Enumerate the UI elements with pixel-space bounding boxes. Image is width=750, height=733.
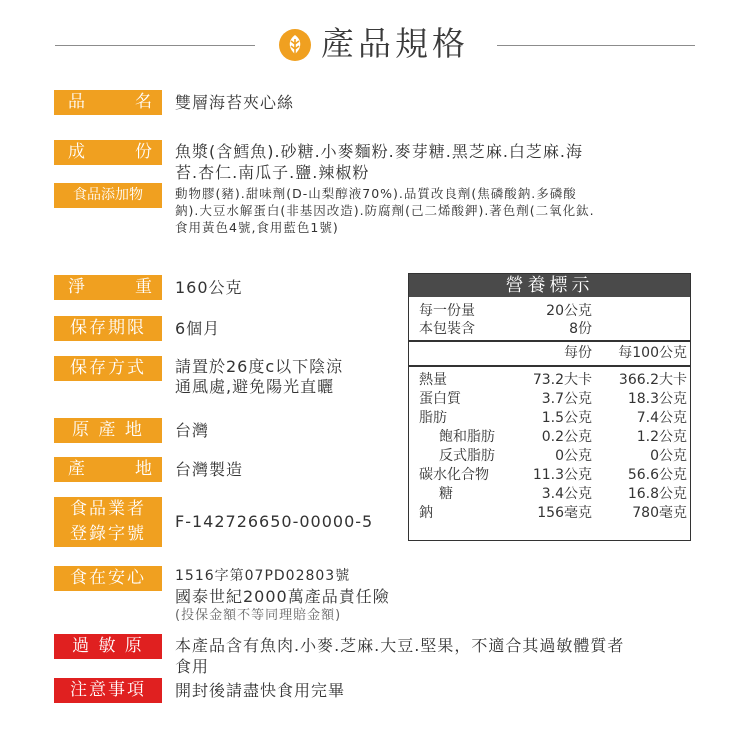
value-notice: 開封後請盡快食用完畢 [175, 681, 346, 700]
col-per-100: 每100公克 [618, 345, 687, 361]
nutrition-row [409, 428, 690, 446]
allergen-line2: 食用 [175, 657, 210, 676]
nutrition-serving-row [409, 302, 690, 320]
label-producer [54, 457, 162, 482]
nutrition-row [409, 485, 690, 503]
header-rule-left [55, 45, 255, 46]
nutrient-per-serving: 3.7公克 [541, 391, 592, 407]
nutrition-pack-row [409, 320, 690, 338]
nutrition-divider-mid [409, 365, 690, 367]
nutrient-per-serving: 3.4公克 [541, 486, 592, 502]
label-weight [54, 275, 162, 300]
nutrition-title: 營養標示 [409, 274, 690, 297]
nutrition-header-row [409, 344, 690, 362]
label-name-c1: 品 [68, 92, 85, 112]
nutrition-row [409, 447, 690, 465]
nutrient-per-serving: 1.5公克 [541, 410, 592, 426]
nutrient-per-serving: 0公克 [555, 448, 592, 464]
nutrient-per-100: 0公克 [650, 448, 687, 464]
nutrient-per-100: 780毫克 [632, 505, 687, 521]
nutrition-row [409, 409, 690, 427]
pack-label: 本包裝含 [419, 321, 475, 337]
nutrient-name: 碳水化合物 [419, 467, 489, 483]
leaf-logo-icon [278, 28, 312, 62]
nutrient-name: 脂肪 [419, 410, 447, 426]
nutrition-row [409, 371, 690, 389]
nutrient-name: 飽和脂肪 [439, 429, 495, 445]
label-name [54, 90, 162, 115]
nutrient-per-100: 1.2公克 [636, 429, 687, 445]
label-additives: 食品添加物 [54, 183, 162, 208]
label-ingredients [54, 140, 162, 165]
nutrient-name: 糖 [439, 486, 453, 502]
nutrient-per-serving: 11.3公克 [532, 467, 592, 483]
label-registration [54, 497, 162, 547]
nutrient-per-100: 7.4公克 [636, 410, 687, 426]
nutrition-row [409, 466, 690, 484]
nutrition-row [409, 390, 690, 408]
label-origin: 原 產 地 [54, 418, 162, 443]
label-storage: 保存方式 [54, 356, 162, 381]
label-name-c2: 名 [135, 92, 152, 112]
page-title: 產品規格 [321, 24, 469, 63]
safety-line2: 國泰世紀2000萬產品責任險 [175, 587, 390, 606]
nutrient-per-serving: 73.2大卡 [532, 372, 592, 388]
serving-label: 每一份量 [419, 303, 475, 319]
value-storage [175, 357, 343, 397]
nutrition-divider-top [409, 340, 690, 342]
label-producer-c2: 地 [135, 459, 152, 479]
registration-label-line1: 食品業者 [70, 499, 146, 519]
ingredients-line2: 苔.杏仁.南瓜子.鹽.辣椒粉 [175, 163, 370, 182]
label-weight-c1: 淨 [68, 277, 85, 297]
nutrient-per-100: 56.6公克 [627, 467, 687, 483]
registration-label-line2: 登錄字號 [70, 524, 146, 544]
value-registration: F-142726650-00000-5 [175, 512, 374, 531]
safety-line1: 1516字第07PD02803號 [175, 568, 351, 584]
nutrient-name: 反式脂肪 [439, 448, 495, 464]
nutrient-name: 熱量 [419, 372, 447, 388]
nutrient-name: 蛋白質 [419, 391, 461, 407]
label-safety: 食在安心 [54, 566, 162, 591]
value-name: 雙層海苔夾心絲 [175, 93, 295, 112]
nutrient-name: 鈉 [419, 505, 433, 521]
pack-value: 8份 [569, 321, 592, 337]
storage-line2: 通風處,避免陽光直曬 [175, 377, 335, 396]
allergen-line1: 本產品含有魚肉.小麥.芝麻.大豆.堅果，不適合其過敏體質者 [175, 636, 625, 655]
ingredients-line1: 魚漿(含鱈魚).砂糖.小麥麵粉.麥芽糖.黑芝麻.白芝麻.海 [175, 142, 584, 161]
value-ingredients [175, 141, 583, 183]
nutrient-per-serving: 0.2公克 [541, 429, 592, 445]
value-producer: 台灣製造 [175, 460, 244, 479]
value-additives [175, 185, 595, 236]
label-ingredients-c2: 份 [135, 142, 152, 162]
nutrient-per-100: 16.8公克 [627, 486, 687, 502]
header-rule-right [497, 45, 695, 46]
value-shelf: 6個月 [175, 319, 221, 338]
label-weight-c2: 重 [135, 277, 152, 297]
nutrient-per-100: 18.3公克 [627, 391, 687, 407]
value-allergen [175, 635, 624, 677]
nutrient-per-serving: 156毫克 [537, 505, 592, 521]
nutrition-row [409, 504, 690, 522]
nutrient-per-100: 366.2大卡 [618, 372, 687, 388]
label-notice: 注意事項 [54, 678, 162, 703]
label-shelf: 保存期限 [54, 316, 162, 341]
value-origin: 台灣 [175, 421, 210, 440]
label-ingredients-c1: 成 [68, 142, 85, 162]
additives-line3: 食用黃色4號,食用藍色1號) [175, 220, 339, 235]
additives-line1: 動物膠(豬).甜味劑(D-山梨醇液70%).品質改良劑(焦磷酸鈉.多磷酸 [175, 186, 577, 201]
label-allergen: 過 敏 原 [54, 634, 162, 659]
storage-line1: 請置於26度c以下陰涼 [175, 357, 344, 376]
nutrition-table [408, 273, 691, 541]
additives-line2: 鈉).大豆水解蛋白(非基因改造).防腐劑(己二烯酸鉀).著色劑(二氧化鈦. [175, 203, 595, 218]
value-weight: 160公克 [175, 278, 243, 297]
value-safety [175, 567, 390, 625]
serving-value: 20公克 [546, 303, 592, 319]
col-per-serving: 每份 [564, 345, 592, 361]
safety-line3: (投保金額不等同理賠金額) [175, 608, 342, 623]
label-producer-c1: 產 [68, 459, 85, 479]
